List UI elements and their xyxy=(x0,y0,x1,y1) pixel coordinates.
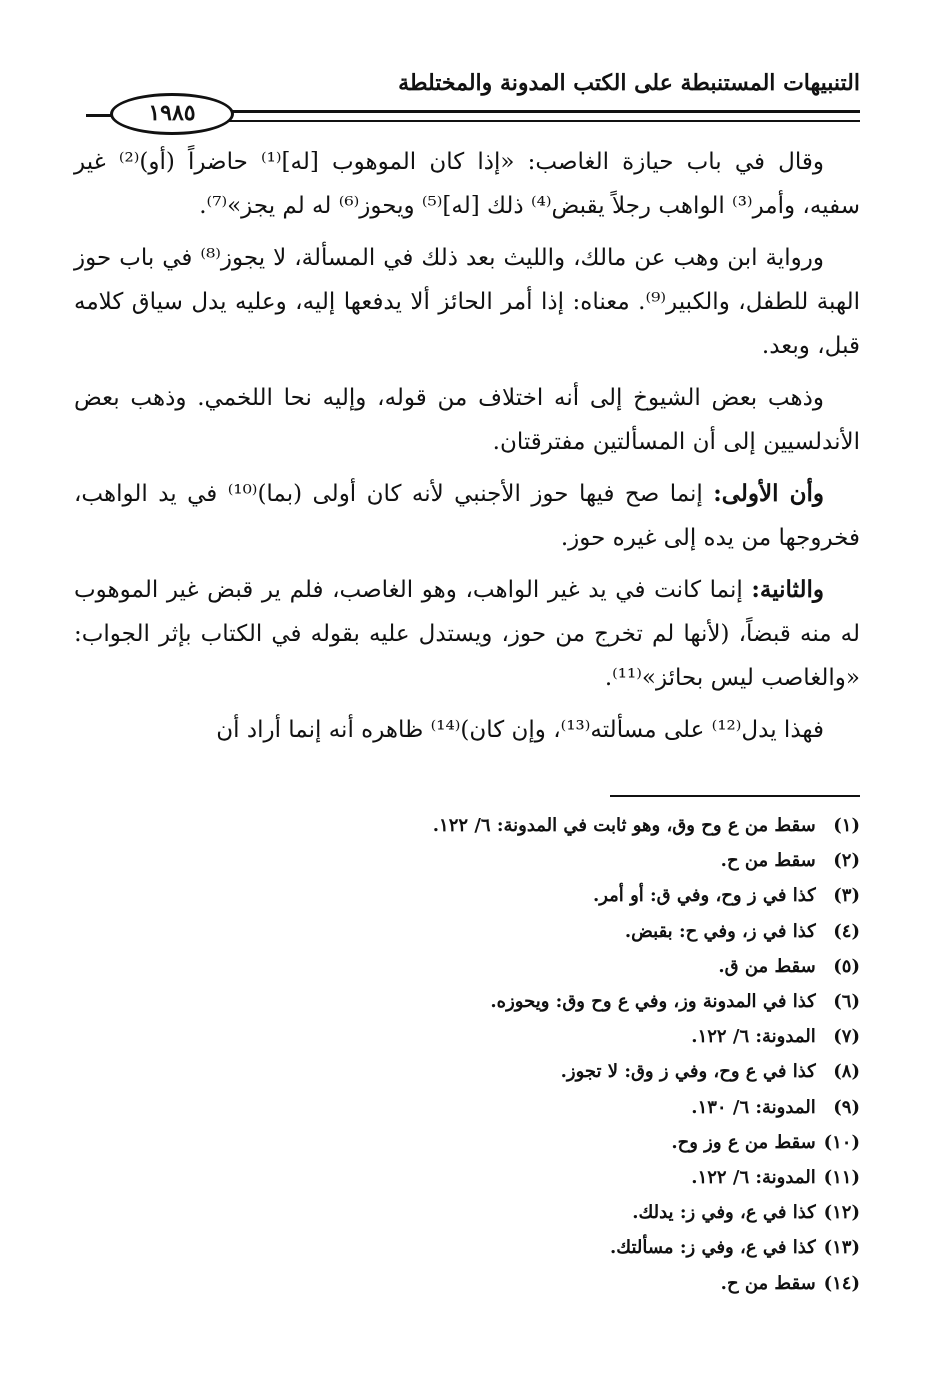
footnote xyxy=(74,1054,860,1089)
footnote xyxy=(74,1266,860,1301)
footnote-number: (١٢) xyxy=(823,1202,860,1224)
footnote-number: (٤) xyxy=(833,920,860,942)
paragraph-lead: والثانية: xyxy=(751,576,824,603)
footnote-number: (٦) xyxy=(833,991,860,1013)
paragraph xyxy=(74,708,860,752)
footnotes-list xyxy=(74,808,860,1301)
paragraph-text: فهذا يدل⁽¹²⁾ على مسألته⁽¹³⁾، وإن كان)⁽¹⁴⁾ ظاهره أنه إنما أراد أن xyxy=(216,717,824,743)
footnote-number: (٩) xyxy=(833,1096,860,1118)
footnote-text: المدونة: ٦/ ١٢٢. xyxy=(691,1167,816,1189)
footnote-number: (٨) xyxy=(833,1061,860,1083)
paragraph-text: إنما صح فيها حوز الأجنبي لأنه كان أولى (بما)⁽¹⁰⁾ في يد الواهب، فخروجها من يده إلى غيره حوز. xyxy=(74,481,860,551)
paragraph xyxy=(74,140,860,228)
footnote-text: كذا في ع وح، وفي ز وق: لا تجوز. xyxy=(560,1061,816,1083)
paragraph xyxy=(74,472,860,560)
footnote-number: (١٠) xyxy=(823,1131,860,1153)
footnote-text: سقط من ع وز وح. xyxy=(671,1131,816,1153)
footnote xyxy=(74,1230,860,1265)
paragraph xyxy=(74,376,860,464)
footnote-separator xyxy=(610,795,860,797)
footnote-text: المدونة: ٦/ ١٢٢. xyxy=(691,1026,816,1048)
footnote xyxy=(74,1019,860,1054)
footnote-number: (١٤) xyxy=(823,1272,860,1294)
footnote-number: (١١) xyxy=(823,1167,860,1189)
footnote xyxy=(74,878,860,913)
paragraph-text: وذهب بعض الشيوخ إلى أنه اختلاف من قوله، وإليه نحا اللخمي. وذهب بعض الأندلسيين إلى أن المسألتين مفترقتان. xyxy=(74,385,860,455)
footnote-number: (٥) xyxy=(833,955,860,977)
footnote-number: (٢) xyxy=(833,850,860,872)
paragraph xyxy=(74,568,860,700)
footnote-number: (١٣) xyxy=(823,1237,860,1259)
footnote xyxy=(74,843,860,878)
main-text xyxy=(74,140,860,760)
footnote xyxy=(74,808,860,843)
footnote-text: كذا في ز، وفي ح: بقبض. xyxy=(624,920,816,942)
paragraph-text: إنما كانت في يد غير الواهب، وهو الغاصب، فلم ير قبض غير الموهوب له منه قبضاً، (لأنها لم تخرج من حوز، ويستدل عليه بقوله في الكتاب بإثر الجواب: «والغاصب ليس بحائز»⁽¹¹⁾. xyxy=(74,577,860,691)
running-title: التنبيهات المستنبطة على الكتب المدونة والمختلطة xyxy=(398,70,860,96)
footnote-text: كذا في ع، وفي ز: مسألتك. xyxy=(610,1237,816,1259)
page-number: ١٩٨٥ xyxy=(110,93,234,135)
header-rule-top xyxy=(200,110,860,113)
footnote-number: (١) xyxy=(833,815,860,836)
footnote-text: المدونة: ٦/ ١٣٠. xyxy=(691,1096,816,1118)
paragraph-lead: وأن الأولى: xyxy=(713,480,824,507)
footnote xyxy=(74,1195,860,1230)
footnote xyxy=(74,949,860,984)
footnote-text: سقط من ح. xyxy=(720,850,816,872)
footnote xyxy=(74,984,860,1019)
paragraph xyxy=(74,236,860,368)
footnote-text: سقط من ع وح وق، وهو ثابت في المدونة: ٦/ ١٢٢. xyxy=(432,815,816,836)
footnote-text: كذا في المدونة وز، وفي ع وح وق: ويحوزه. xyxy=(490,991,816,1013)
footnote-number: (٣) xyxy=(833,885,860,907)
footnote-number: (٧) xyxy=(833,1026,860,1048)
footnote-text: كذا في ع، وفي ز: يدلك. xyxy=(632,1202,816,1224)
header-rule-bottom xyxy=(200,120,860,122)
paragraph-text: وقال في باب حيازة الغاصب: «إذا كان الموهوب [له]⁽¹⁾ حاضراً (أو)⁽²⁾ غير سفيه، وأمر⁽³⁾ الواهب رجلاً يقبض⁽⁴⁾ ذلك [له]⁽⁵⁾ ويحوز⁽⁶⁾ له لم يجز»⁽⁷⁾. xyxy=(74,149,860,219)
paragraph-text: ورواية ابن وهب عن مالك، والليث بعد ذلك في المسألة، لا يجوز⁽⁸⁾ في باب حوز الهبة للطفل، والكبير⁽⁹⁾. معناه: إذا أمر الحائز ألا يدفعها إليه، وعليه يدل سياق كلامه قبل، وبعد. xyxy=(74,245,860,359)
footnote-text: سقط من ق. xyxy=(718,955,816,977)
footnote xyxy=(74,914,860,949)
footnote-text: سقط من ح. xyxy=(720,1272,816,1294)
footnote-text: كذا في ز وح، وفي ق: أو أمر. xyxy=(592,885,816,907)
footnote xyxy=(74,1090,860,1125)
footnote xyxy=(74,1160,860,1195)
footnote xyxy=(74,1125,860,1160)
